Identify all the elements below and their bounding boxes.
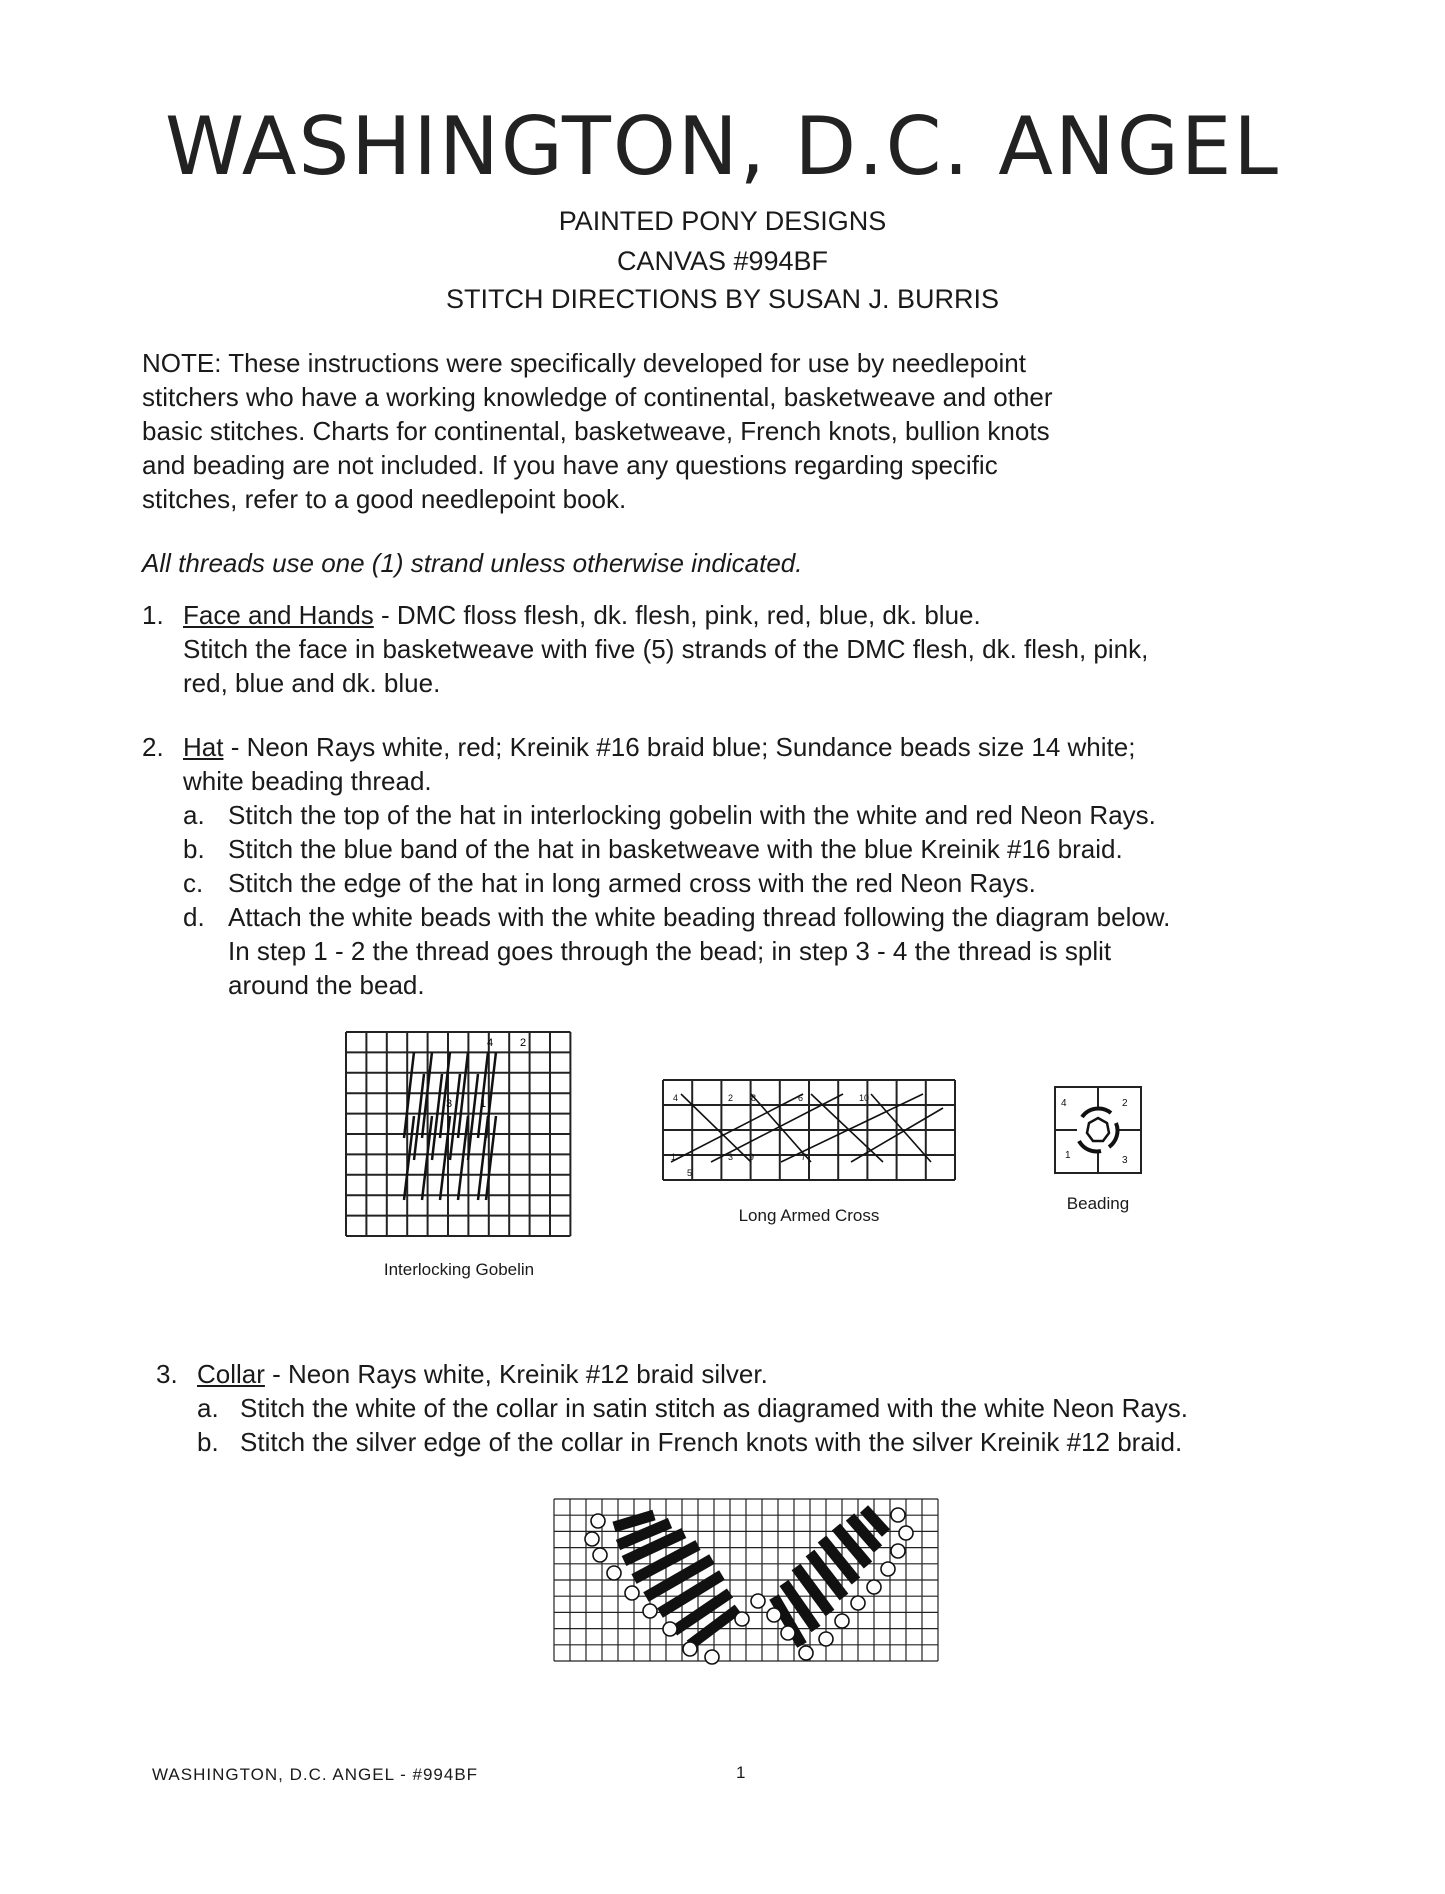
collar-satin-stitch-diagram <box>552 1497 944 1664</box>
french-knot <box>767 1608 781 1622</box>
canvas-number-line: CANVAS #994BF <box>616 246 829 276</box>
french-knot <box>751 1594 765 1608</box>
note-line: and beading are not included. If you have any questions regarding specific <box>142 450 998 480</box>
stitch-number-5: 5 <box>687 1168 693 1178</box>
french-knot <box>819 1632 833 1646</box>
note-paragraph <box>142 346 1053 516</box>
section-2-line: white beading thread. <box>183 766 432 796</box>
stitch-number-1: 1 <box>671 1152 677 1162</box>
section-3-heading-line <box>197 1357 768 1391</box>
section-2-number: 2. <box>142 732 164 762</box>
french-knot <box>663 1622 677 1636</box>
section-1-heading: Face and Hands <box>183 600 374 630</box>
interlocking-gobelin-diagram <box>344 1030 572 1242</box>
beading-caption: Beading <box>1066 1194 1130 1213</box>
step-d: d. Attach the white beads with the white beading thread following the diagram below. <box>183 902 1171 932</box>
stitch-number-4: 4 <box>1061 1098 1067 1109</box>
footer-title: WASHINGTON, D.C. ANGEL - #994BF <box>152 1765 479 1784</box>
french-knot <box>891 1544 905 1558</box>
stitch-number-2: 2 <box>1122 1098 1128 1109</box>
stitch-number-6: 6 <box>798 1093 804 1103</box>
stitch-number-8: 8 <box>751 1093 757 1103</box>
section-3-materials: - Neon Rays white, Kreinik #12 braid silver. <box>264 1359 768 1389</box>
section-1-block <box>183 598 1148 700</box>
french-knot <box>881 1562 895 1576</box>
slanted-stitch <box>414 1074 424 1160</box>
section-3-steps <box>197 1391 1188 1459</box>
stitch-number-1: 1 <box>480 1098 487 1110</box>
note-line: basic stitches. Charts for continental, basketweave, French knots, bullion knots <box>142 416 1050 446</box>
section-1-line: red, blue and dk. blue. <box>183 668 441 698</box>
french-knot <box>867 1580 881 1594</box>
section-2-block <box>183 730 1135 798</box>
note-line: stitchers who have a working knowledge of continental, basketweave and other <box>142 382 1053 412</box>
section-2-materials: - Neon Rays white, red; Kreinik #16 braid blue; Sundance beads size 14 white; <box>223 732 1136 762</box>
stitch-number-3: 3 <box>1122 1155 1128 1166</box>
step-a: a. Stitch the top of the hat in interlocking gobelin with the white and red Neon Rays. <box>183 800 1156 830</box>
french-knot <box>899 1526 913 1540</box>
french-knot <box>835 1614 849 1628</box>
stitch-number-4: 4 <box>487 1037 494 1049</box>
step-b: b. Stitch the blue band of the hat in basketweave with the blue Kreinik #16 braid. <box>183 834 1123 864</box>
french-knot <box>891 1508 905 1522</box>
section-3-number: 3. <box>156 1359 178 1389</box>
french-knot <box>683 1642 697 1656</box>
step-b: b. Stitch the silver edge of the collar in French knots with the silver Kreinik #12 braid. <box>197 1427 1183 1457</box>
stitch-number-10: 10 <box>859 1093 870 1103</box>
slanted-stitch <box>432 1074 442 1160</box>
french-knot <box>643 1604 657 1618</box>
publisher-line: PAINTED PONY DESIGNS <box>558 206 887 236</box>
slanted-stitch <box>468 1074 478 1160</box>
beading-diagram <box>1053 1085 1143 1175</box>
bead-shape <box>1087 1118 1109 1141</box>
french-knot <box>585 1532 599 1546</box>
stitch-number-7: 7 <box>801 1152 807 1162</box>
note-line: NOTE: These instructions were specifically developed for use by needlepoint <box>142 348 1026 378</box>
french-knot <box>851 1596 865 1610</box>
section-1-materials: - DMC floss flesh, dk. flesh, pink, red, blue, dk. blue. <box>373 600 981 630</box>
step-c: c. Stitch the edge of the hat in long armed cross with the red Neon Rays. <box>183 868 1036 898</box>
french-knot <box>591 1514 605 1528</box>
note-line: stitches, refer to a good needlepoint book. <box>142 484 627 514</box>
french-knot <box>705 1650 719 1664</box>
stitch-number-2: 2 <box>520 1037 527 1049</box>
step-a: a. Stitch the white of the collar in satin stitch as diagramed with the white Neon Rays. <box>197 1393 1189 1423</box>
stitch-number-1: 1 <box>1065 1150 1071 1161</box>
gobelin-caption: Interlocking Gobelin <box>383 1260 535 1279</box>
stitch-number-3: 3 <box>728 1152 734 1162</box>
author-line: STITCH DIRECTIONS BY SUSAN J. BURRIS <box>445 284 1000 314</box>
stitch-number-3: 3 <box>446 1098 453 1110</box>
french-knot <box>593 1548 607 1562</box>
step-d-line: In step 1 - 2 the thread goes through the bead; in step 3 - 4 the thread is split <box>228 936 1112 966</box>
section-3-heading: Collar <box>197 1359 265 1389</box>
stitch-number-9: 9 <box>749 1152 755 1162</box>
page-number: 1 <box>736 1763 747 1782</box>
long-armed-cross-caption: Long Armed Cross <box>738 1206 880 1225</box>
french-knot <box>735 1612 749 1626</box>
stitch-number-4: 4 <box>673 1093 679 1103</box>
long-armed-cross-diagram <box>661 1078 957 1182</box>
section-1-number: 1. <box>142 600 164 630</box>
section-2-steps <box>183 798 1170 1002</box>
step-d-line: around the bead. <box>228 970 425 1000</box>
french-knot <box>799 1646 813 1660</box>
page-title: WASHINGTON, D.C. ANGEL <box>165 100 1280 193</box>
french-knot <box>781 1626 795 1640</box>
threads-note: All threads use one (1) strand unless otherwise indicated. <box>142 548 803 578</box>
slanted-stitch <box>450 1074 460 1160</box>
french-knot <box>625 1586 639 1600</box>
satin-stitch <box>614 1515 654 1527</box>
section-2-heading: Hat <box>183 732 224 762</box>
stitch-number-2: 2 <box>728 1093 734 1103</box>
section-1-line: Stitch the face in basketweave with five (5) strands of the DMC flesh, dk. flesh, pink, <box>183 634 1149 664</box>
french-knot <box>607 1566 621 1580</box>
